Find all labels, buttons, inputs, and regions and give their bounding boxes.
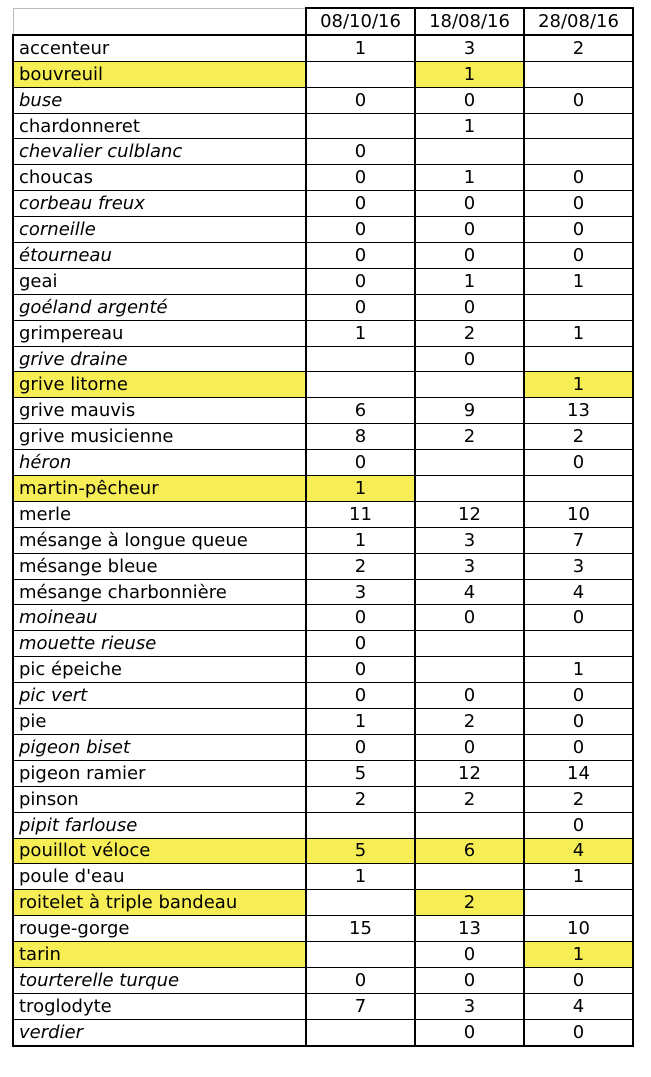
species-name: mésange à longue queue: [13, 527, 306, 553]
count-cell: [306, 1019, 415, 1045]
count-cell: 1: [415, 113, 524, 139]
count-cell: 2: [415, 786, 524, 812]
count-cell: 1: [524, 657, 633, 683]
table-row: [13, 683, 633, 709]
table-row: [13, 398, 633, 424]
count-cell: 0: [524, 709, 633, 735]
species-name: pic épeiche: [13, 657, 306, 683]
count-cell: [306, 890, 415, 916]
species-name: poule d'eau: [13, 864, 306, 890]
count-cell: 2: [415, 424, 524, 450]
count-cell: 0: [524, 967, 633, 993]
count-cell: 12: [415, 760, 524, 786]
count-cell: 0: [524, 1019, 633, 1045]
count-cell: 0: [415, 346, 524, 372]
table-row: [13, 87, 633, 113]
count-cell: 2: [415, 709, 524, 735]
count-cell: 0: [524, 165, 633, 191]
species-name: corneille: [13, 217, 306, 243]
bird-count-table: [12, 7, 634, 1047]
count-cell: 0: [306, 268, 415, 294]
count-cell: 0: [415, 967, 524, 993]
count-cell: [306, 372, 415, 398]
count-cell: 2: [306, 786, 415, 812]
count-cell: [524, 294, 633, 320]
count-cell: 3: [524, 553, 633, 579]
table-row: [13, 916, 633, 942]
species-name: pouillot véloce: [13, 838, 306, 864]
count-cell: [415, 864, 524, 890]
count-cell: 4: [524, 993, 633, 1019]
header-row: [13, 8, 633, 35]
count-cell: [306, 812, 415, 838]
count-cell: 6: [415, 838, 524, 864]
count-cell: [415, 657, 524, 683]
count-cell: 1: [306, 35, 415, 61]
species-name: grive musicienne: [13, 424, 306, 450]
species-name: rouge-gorge: [13, 916, 306, 942]
count-cell: 1: [415, 268, 524, 294]
table-row: [13, 631, 633, 657]
count-cell: 0: [524, 450, 633, 476]
count-cell: 0: [415, 243, 524, 269]
species-name: geai: [13, 268, 306, 294]
count-cell: [415, 631, 524, 657]
table-row: [13, 812, 633, 838]
count-cell: [524, 61, 633, 87]
count-cell: [524, 476, 633, 502]
table-row: [13, 967, 633, 993]
count-cell: 5: [306, 760, 415, 786]
table-row: [13, 320, 633, 346]
count-cell: 1: [306, 864, 415, 890]
table-row: [13, 346, 633, 372]
count-cell: 0: [415, 217, 524, 243]
count-cell: 4: [524, 838, 633, 864]
count-cell: 1: [524, 372, 633, 398]
species-name: grive litorne: [13, 372, 306, 398]
count-cell: 7: [524, 527, 633, 553]
species-name: buse: [13, 87, 306, 113]
table-row: [13, 372, 633, 398]
count-cell: 3: [415, 553, 524, 579]
table-row: [13, 890, 633, 916]
count-cell: 0: [415, 87, 524, 113]
table-row: [13, 527, 633, 553]
count-cell: 0: [306, 605, 415, 631]
species-name: bouvreuil: [13, 61, 306, 87]
count-cell: 2: [524, 424, 633, 450]
count-cell: 11: [306, 501, 415, 527]
species-name: chevalier culblanc: [13, 139, 306, 165]
count-cell: 0: [415, 942, 524, 968]
count-cell: [415, 812, 524, 838]
species-name: mésange bleue: [13, 553, 306, 579]
count-cell: 0: [306, 139, 415, 165]
count-cell: 0: [415, 191, 524, 217]
table-row: [13, 1019, 633, 1045]
count-cell: 0: [306, 683, 415, 709]
species-name: accenteur: [13, 35, 306, 61]
count-cell: 1: [306, 320, 415, 346]
count-cell: 0: [306, 657, 415, 683]
count-cell: 1: [524, 268, 633, 294]
count-cell: 2: [306, 553, 415, 579]
table-row: [13, 605, 633, 631]
count-cell: 0: [415, 1019, 524, 1045]
count-cell: 4: [415, 579, 524, 605]
table-row: [13, 113, 633, 139]
count-cell: 0: [524, 734, 633, 760]
table-row: [13, 760, 633, 786]
date-header: 18/08/16: [415, 8, 524, 35]
count-cell: 0: [306, 191, 415, 217]
table-row: [13, 35, 633, 61]
table-row: [13, 709, 633, 735]
count-cell: 1: [306, 476, 415, 502]
count-cell: 3: [306, 579, 415, 605]
table-row: [13, 786, 633, 812]
count-cell: [415, 450, 524, 476]
table-row: [13, 268, 633, 294]
table-row: [13, 450, 633, 476]
count-cell: 5: [306, 838, 415, 864]
count-cell: 0: [524, 812, 633, 838]
count-cell: [306, 61, 415, 87]
species-name: pigeon ramier: [13, 760, 306, 786]
count-cell: 0: [306, 87, 415, 113]
table-row: [13, 501, 633, 527]
count-cell: 0: [415, 734, 524, 760]
count-cell: 6: [306, 398, 415, 424]
species-name: pigeon biset: [13, 734, 306, 760]
date-header: 08/10/16: [306, 8, 415, 35]
table-row: [13, 191, 633, 217]
species-name: tourterelle turque: [13, 967, 306, 993]
count-cell: 0: [524, 605, 633, 631]
count-cell: 2: [415, 320, 524, 346]
count-cell: 9: [415, 398, 524, 424]
count-cell: 0: [306, 165, 415, 191]
count-cell: 10: [524, 916, 633, 942]
count-cell: [306, 113, 415, 139]
count-cell: [415, 139, 524, 165]
species-name: mouette rieuse: [13, 631, 306, 657]
count-cell: [415, 476, 524, 502]
species-name: héron: [13, 450, 306, 476]
species-name: pic vert: [13, 683, 306, 709]
count-cell: 0: [415, 294, 524, 320]
species-name: moineau: [13, 605, 306, 631]
species-name: verdier: [13, 1019, 306, 1045]
table-row: [13, 579, 633, 605]
count-cell: [306, 942, 415, 968]
count-cell: 0: [306, 631, 415, 657]
table-row: [13, 294, 633, 320]
count-cell: 0: [306, 294, 415, 320]
count-cell: 2: [524, 786, 633, 812]
table-row: [13, 139, 633, 165]
species-name: pipit farlouse: [13, 812, 306, 838]
species-name: choucas: [13, 165, 306, 191]
count-cell: 1: [306, 709, 415, 735]
count-cell: 13: [524, 398, 633, 424]
table-row: [13, 217, 633, 243]
species-name: pinson: [13, 786, 306, 812]
count-cell: 0: [524, 683, 633, 709]
header-corner: [13, 8, 306, 35]
count-cell: 1: [524, 864, 633, 890]
species-name: goéland argenté: [13, 294, 306, 320]
count-cell: 1: [524, 942, 633, 968]
count-cell: 0: [306, 217, 415, 243]
count-cell: 1: [415, 165, 524, 191]
count-cell: 14: [524, 760, 633, 786]
count-cell: 0: [415, 683, 524, 709]
species-name: roitelet à triple bandeau: [13, 890, 306, 916]
count-cell: 0: [524, 191, 633, 217]
table-row: [13, 993, 633, 1019]
table-row: [13, 942, 633, 968]
count-cell: [524, 139, 633, 165]
species-name: grive draine: [13, 346, 306, 372]
count-cell: 0: [306, 243, 415, 269]
count-cell: [524, 113, 633, 139]
count-cell: 1: [415, 61, 524, 87]
species-name: grive mauvis: [13, 398, 306, 424]
species-name: troglodyte: [13, 993, 306, 1019]
table-row: [13, 657, 633, 683]
table-row: [13, 243, 633, 269]
count-cell: 0: [306, 450, 415, 476]
species-name: pie: [13, 709, 306, 735]
count-cell: 10: [524, 501, 633, 527]
species-name: corbeau freux: [13, 191, 306, 217]
count-cell: [524, 890, 633, 916]
table-row: [13, 424, 633, 450]
count-cell: 1: [306, 527, 415, 553]
date-header: 28/08/16: [524, 8, 633, 35]
species-name: étourneau: [13, 243, 306, 269]
species-name: grimpereau: [13, 320, 306, 346]
count-cell: 15: [306, 916, 415, 942]
count-cell: 2: [524, 35, 633, 61]
count-cell: 12: [415, 501, 524, 527]
table-row: [13, 165, 633, 191]
count-cell: 0: [306, 734, 415, 760]
table-row: [13, 734, 633, 760]
species-name: tarin: [13, 942, 306, 968]
species-name: mésange charbonnière: [13, 579, 306, 605]
count-cell: 3: [415, 527, 524, 553]
count-cell: 7: [306, 993, 415, 1019]
count-cell: 0: [415, 605, 524, 631]
species-name: merle: [13, 501, 306, 527]
table-row: [13, 553, 633, 579]
count-cell: 0: [524, 217, 633, 243]
count-cell: 0: [306, 967, 415, 993]
count-cell: 0: [524, 243, 633, 269]
count-cell: [306, 346, 415, 372]
count-cell: 4: [524, 579, 633, 605]
count-cell: [524, 346, 633, 372]
table-row: [13, 864, 633, 890]
species-name: martin-pêcheur: [13, 476, 306, 502]
count-cell: 0: [524, 87, 633, 113]
count-cell: 3: [415, 993, 524, 1019]
count-cell: [524, 631, 633, 657]
table-row: [13, 838, 633, 864]
count-cell: 1: [524, 320, 633, 346]
count-cell: 13: [415, 916, 524, 942]
count-cell: 3: [415, 35, 524, 61]
count-cell: [415, 372, 524, 398]
count-cell: 8: [306, 424, 415, 450]
table-row: [13, 476, 633, 502]
species-name: chardonneret: [13, 113, 306, 139]
table-row: [13, 61, 633, 87]
count-cell: 2: [415, 890, 524, 916]
